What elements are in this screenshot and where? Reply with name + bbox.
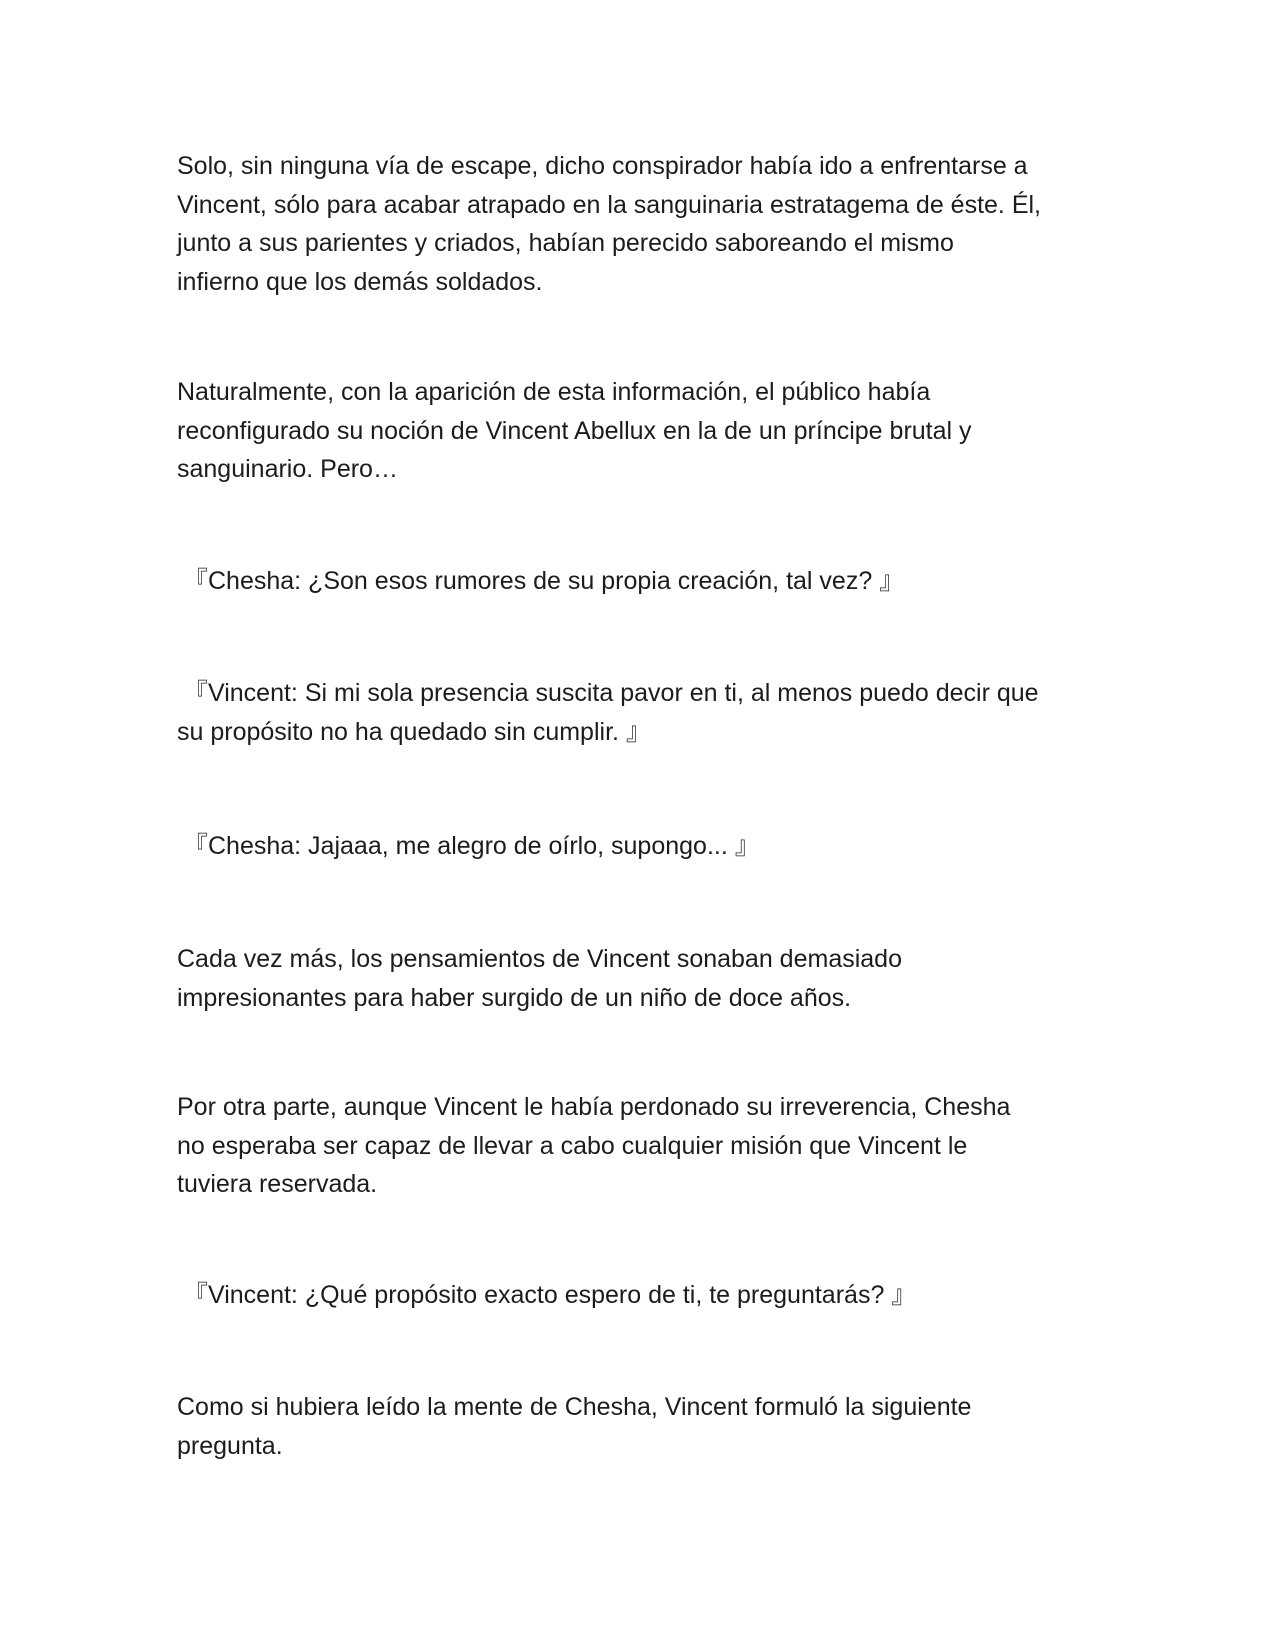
text-line: Solo, sin ninguna vía de escape, dicho conspirador había ido a enfrentarse a (177, 152, 1028, 180)
narration-paragraph (177, 1388, 1097, 1465)
text-line: no esperaba ser capaz de llevar a cabo cualquier misión que Vincent le (177, 1131, 968, 1160)
dialogue-line: 『Vincent: Si mi sola presencia suscita pavor en ti, al menos puedo decir que (183, 679, 1039, 707)
narration-paragraph (177, 940, 1097, 1017)
narration-paragraph (177, 373, 1097, 489)
text-line: infierno que los demás soldados. (177, 267, 543, 296)
dialogue-line: 『Vincent: ¿Qué propósito exacto espero de ti, te preguntarás? 』 (183, 1281, 917, 1309)
narration-paragraph (177, 1088, 1097, 1204)
text-line: Naturalmente, con la aparición de esta información, el público había (177, 378, 931, 406)
text-line: sanguinario. Pero… (177, 455, 398, 483)
text-line: pregunta. (177, 1431, 283, 1460)
dialogue-paragraph (183, 1276, 1103, 1315)
text-line: Vincent, sólo para acabar atrapado en la sanguinaria estratagema de éste. Él, (177, 190, 1041, 219)
dialogue-paragraph (183, 562, 1103, 601)
dialogue-line: 『Chesha: ¿Son esos rumores de su propia creación, tal vez? 』 (183, 567, 905, 595)
text-line: junto a sus parientes y criados, habían perecido saboreando el mismo (177, 229, 954, 257)
text-line: Cada vez más, los pensamientos de Vincent sonaban demasiado (177, 945, 902, 973)
dialogue-line: 『Chesha: Jajaaa, me alegro de oírlo, supongo... 』 (183, 832, 760, 860)
text-line: impresionantes para haber surgido de un niño de doce años. (177, 983, 852, 1012)
dialogue-paragraph (177, 674, 1103, 751)
dialogue-paragraph (183, 827, 1103, 866)
narration-paragraph (177, 147, 1097, 301)
text-line: tuviera reservada. (177, 1170, 378, 1198)
text-line: reconfigurado su noción de Vincent Abellux en la de un príncipe brutal y (177, 416, 972, 445)
text-line: Por otra parte, aunque Vincent le había perdonado su irreverencia, Chesha (177, 1093, 1011, 1121)
text-line: Como si hubiera leído la mente de Chesha, Vincent formuló la siguiente (177, 1393, 972, 1421)
dialogue-line: su propósito no ha quedado sin cumplir. 』 (177, 717, 651, 746)
